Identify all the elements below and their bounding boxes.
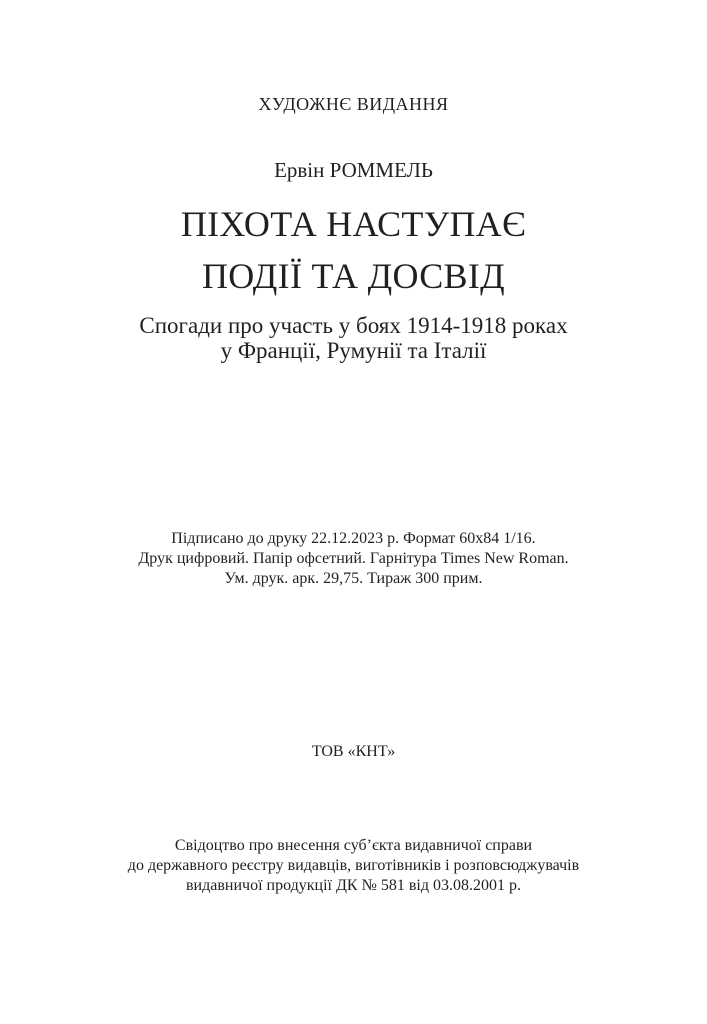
book-subtitle-line-2: у Франції, Румунії та Італії	[220, 338, 487, 363]
book-subtitle-line-1: Спогади про участь у боях 1914-1918 роках	[139, 313, 568, 338]
imprint-line-1: Підписано до друку 22.12.2023 р. Формат 60x84 1/16.	[171, 530, 536, 547]
imprint-line-2: Друк цифровий. Папір офсетний. Гарнітура Times New Roman.	[138, 550, 569, 567]
book-title-line-1: ПІХОТА НАСТУПАЄ	[180, 204, 527, 244]
edition-type-label: ХУДОЖНЄ ВИДАННЯ	[258, 94, 449, 114]
imprint-line-3: Ум. друк. арк. 29,75. Тираж 300 прим.	[224, 570, 483, 587]
book-title-line-2: ПОДІЇ ТА ДОСВІД	[202, 256, 505, 296]
certificate-line-2: до державного реєстру видавців, виготівників і розповсюджувачів	[127, 857, 580, 874]
certificate-line-1: Свідоцтво про внесення суб’єкта видавничої справи	[174, 837, 533, 854]
author-name: Ервін РОММЕЛЬ	[274, 158, 433, 182]
certificate-line-3: видавничої продукції ДК № 581 від 03.08.2001 р.	[186, 877, 521, 894]
publisher-name: ТОВ «КНТ»	[311, 743, 396, 760]
